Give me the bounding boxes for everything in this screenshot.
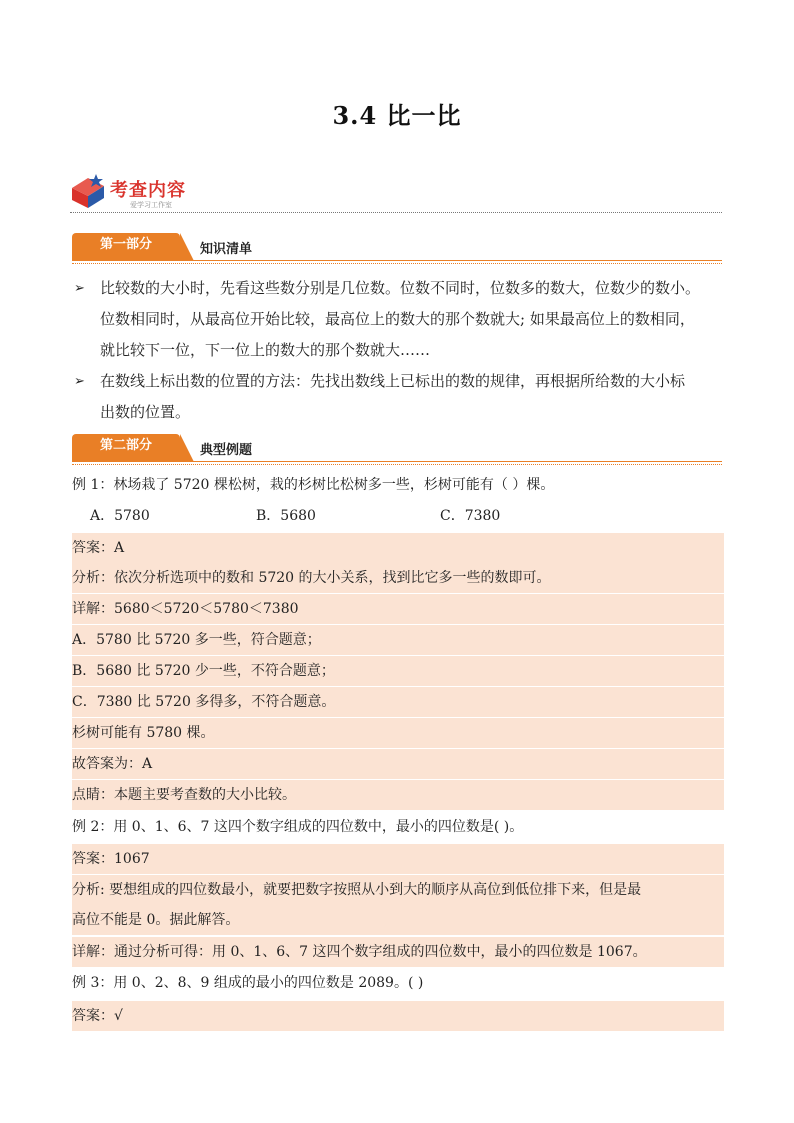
example-2-detail: 详解：通过分析可得：用 0、1、6、7 这四个数字组成的四位数中，最小的四位数是 1067。 (72, 937, 724, 967)
example-3-answer: 答案：√ (72, 1001, 724, 1031)
option-c: C．7380 (440, 508, 501, 524)
example-2-question: 例 2：用 0、1、6、7 这四个数字组成的四位数中，最小的四位数是( )。 (72, 819, 524, 835)
option-a: A．5780 (90, 508, 150, 524)
list-item-line: 比较数的大小时，先看这些数分别是几位数。位数不同时，位数多的数大，位数少的数小。 (100, 279, 701, 297)
list-item-line: 位数相同时，从最高位开始比较，最高位上的数大的那个数就大; 如果最高位上的数相同， (100, 310, 695, 328)
example-3-question: 例 3：用 0、2、8、9 组成的最小的四位数是 2089。( ) (72, 975, 424, 991)
list-item-line: 出数的位置。 (100, 403, 191, 421)
knowledge-list (72, 273, 726, 428)
logo (70, 172, 210, 212)
example-1-final-answer: 故答案为：A (72, 749, 724, 779)
example-1-detail-c: C．7380 比 5720 多得多，不符合题意。 (72, 687, 724, 717)
example-2-answer: 答案：1067 (72, 844, 724, 874)
example-1-comment: 点睛：本题主要考查数的大小比较。 (72, 780, 724, 810)
section-tab-2: 第二部分 (72, 434, 180, 462)
example-1-detail-a: A．5780 比 5720 多一些，符合题意； (72, 625, 724, 655)
section-tab-1: 第一部分 (72, 233, 180, 261)
example-1-answer: 答案：A (72, 533, 724, 563)
section-underline (72, 260, 722, 261)
divider (70, 212, 722, 213)
example-1-analysis: 分析：依次分析选项中的数和 5720 的大小关系，找到比它多一些的数即可。 (72, 563, 724, 593)
logo-subtitle: 爱学习工作室 (130, 201, 172, 209)
section-underline (72, 461, 722, 462)
example-1-question: 例 1：林场栽了 5720 棵松树，栽的杉树比松树多一些，杉树可能有（ ）棵。 (72, 477, 555, 493)
section-header-2 (72, 434, 722, 462)
book-icon (70, 174, 108, 210)
example-1-detail-b: B．5680 比 5720 少一些，不符合题意； (72, 656, 724, 686)
page-title: 3.4 比一比 (332, 101, 462, 130)
example-2-analysis-line1: 分析: 要想组成的四位数最小，就要把数字按照从小到大的顺序从高位到低位排下来，但是最 (72, 875, 724, 905)
list-item (72, 273, 726, 366)
example-1-conclusion: 杉树可能有 5780 棵。 (72, 718, 724, 748)
list-item (72, 366, 726, 428)
section-underline-dotted (72, 263, 722, 264)
section-heading-1: 知识清单 (200, 242, 253, 257)
section-header-1 (72, 233, 722, 261)
example-1-options (72, 501, 724, 531)
example-2-analysis-line2: 高位不能是 0。据此解答。 (72, 905, 724, 935)
arrow-bullet-icon: ➢ (74, 374, 85, 389)
arrow-bullet-icon: ➢ (74, 281, 85, 296)
logo-text: 考查内容 (110, 180, 186, 201)
option-b: B．5680 (256, 508, 316, 524)
example-1-detail: 详解：5680＜5720＜5780＜7380 (72, 594, 724, 624)
list-item-line: 就比较下一位，下一位上的数大的那个数就大…… (100, 341, 431, 359)
list-item-line: 在数线上标出数的位置的方法：先找出数线上已标出的数的规律，再根据所给数的大小标 (100, 372, 686, 390)
section-heading-2: 典型例题 (200, 443, 253, 458)
section-underline-dotted (72, 464, 722, 465)
